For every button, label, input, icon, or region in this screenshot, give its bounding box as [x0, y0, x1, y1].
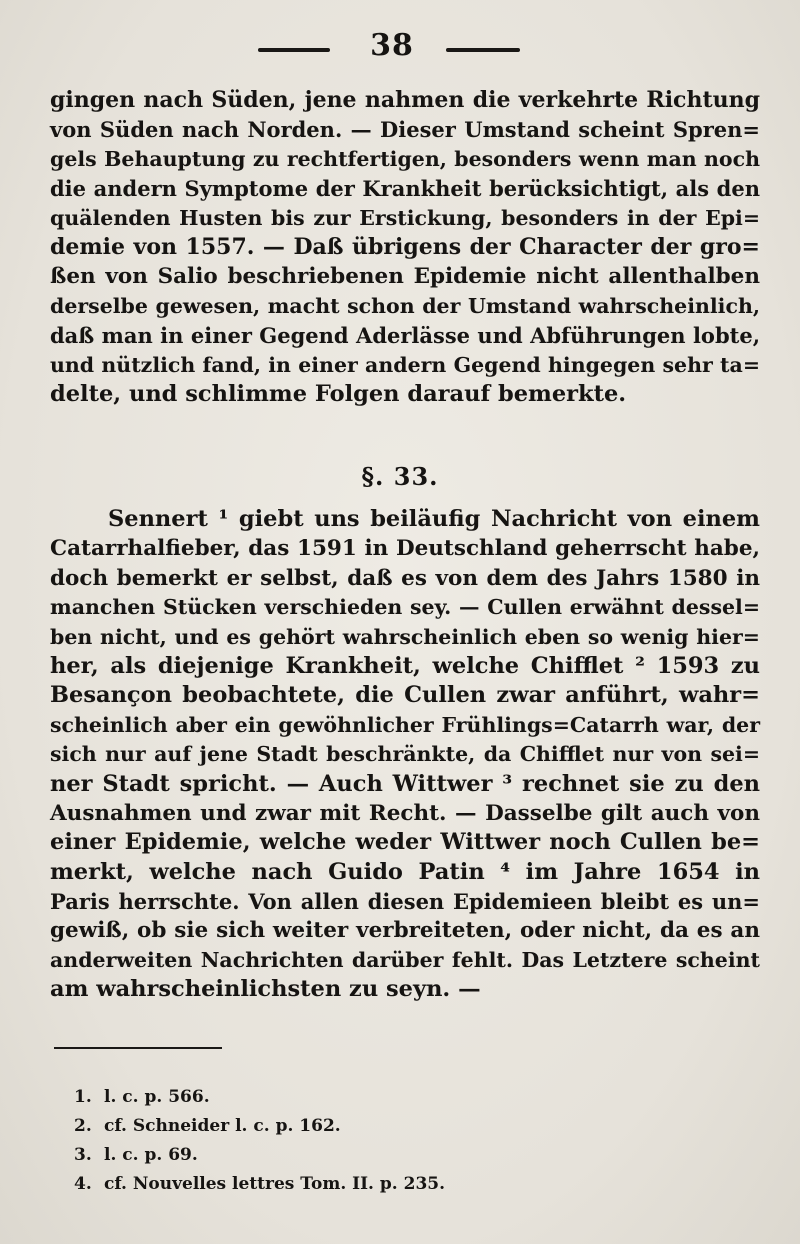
footnote-item: [74, 1170, 574, 1199]
text-line: anderweiten Nachrichten darüber fehlt. Das Letztere scheint: [50, 947, 760, 972]
text-line: Paris herrschte. Von allen diesen Epidemieen bleibt es un=: [50, 889, 760, 915]
text-line: derselbe gewesen, macht schon der Umstand wahrscheinlich,: [50, 293, 760, 318]
text-line: delte, und schlimme Folgen darauf bemerkte.: [50, 380, 627, 407]
footnote-number: 2.: [74, 1116, 92, 1136]
text-line: Besançon beobachtete, die Cullen zwar anführt, wahr=: [50, 682, 760, 709]
text-line: ßen von Salio beschriebenen Epidemie nicht allenthalben: [50, 264, 760, 290]
footnote-number: 3.: [74, 1145, 92, 1165]
text-line: von Süden nach Norden. — Dieser Umstand scheint Spren=: [50, 117, 760, 143]
text-line: und nützlich fand, in einer andern Gegend hingegen sehr ta=: [50, 352, 760, 377]
text-line: scheinlich aber ein gewöhnlicher Frühlings=Catarrh war, der: [50, 712, 760, 737]
header-rule-left: [258, 48, 330, 52]
text-line: gewiß, ob sie sich weiter verbreiteten, oder nicht, da es an: [50, 918, 760, 944]
footnote-item: [74, 1112, 574, 1141]
text-line: merkt, welche nach Guido Patin ⁴ im Jahre 1654 in: [50, 858, 760, 885]
text-line: gingen nach Süden, jene nahmen die verkehrte Richtung: [50, 87, 760, 113]
footnote-text: l. c. p. 566.: [104, 1087, 210, 1107]
section-heading: §. 33.: [361, 462, 439, 491]
text-line: doch bemerkt er selbst, daß es von dem des Jahrs 1580 in: [50, 565, 760, 591]
footnotes: [74, 1083, 574, 1199]
text-line: daß man in einer Gegend Aderlässe und Abführungen lobte,: [50, 323, 760, 349]
text-line: am wahrscheinlichsten zu seyn. —: [50, 976, 481, 1003]
text-line: Sennert ¹ giebt uns beiläufig Nachricht von einem: [108, 506, 760, 532]
page-header: [0, 26, 800, 76]
text-line: quälenden Husten bis zur Erstickung, besonders in der Epi=: [50, 205, 760, 230]
text-line: ben nicht, und es gehört wahrscheinlich eben so wenig hier=: [50, 624, 760, 649]
text-line: ner Stadt spricht. — Auch Wittwer ³ rechnet sie zu den: [50, 770, 760, 797]
footnote-text: cf. Schneider l. c. p. 162.: [104, 1116, 341, 1136]
text-line: sich nur auf jene Stadt beschränkte, da Chifflet nur von sei=: [50, 742, 760, 767]
page-number: 38: [370, 28, 414, 63]
text-line: die andern Symptome der Krankheit berücksichtigt, als den: [50, 176, 760, 202]
footnote-text: l. c. p. 69.: [104, 1145, 198, 1165]
header-rule-right: [446, 48, 520, 52]
text-line: einer Epidemie, welche weder Wittwer noch Cullen be=: [50, 829, 760, 856]
footnote-item: [74, 1083, 574, 1112]
text-line: her, als diejenige Krankheit, welche Chifflet ² 1593 zu: [50, 652, 760, 679]
text-line: manchen Stücken verschieden sey. — Cullen erwähnt dessel=: [50, 595, 760, 620]
text-line: gels Behauptung zu rechtfertigen, besonders wenn man noch: [50, 146, 760, 171]
footnote-divider: [54, 1047, 222, 1049]
paragraph-continuation: [50, 86, 760, 409]
paragraph-section-33: [50, 505, 760, 1005]
text-line: Catarrhalfieber, das 1591 in Deutschland geherrscht habe,: [50, 536, 760, 562]
text-line: Ausnahmen und zwar mit Recht. — Dasselbe gilt auch von: [50, 800, 760, 826]
footnote-item: [74, 1141, 574, 1170]
footnote-number: 4.: [74, 1174, 92, 1194]
text-line: demie von 1557. — Daß übrigens der Character der gro=: [50, 233, 760, 260]
footnote-text: cf. Nouvelles lettres Tom. II. p. 235.: [104, 1174, 446, 1194]
footnote-number: 1.: [74, 1087, 92, 1107]
